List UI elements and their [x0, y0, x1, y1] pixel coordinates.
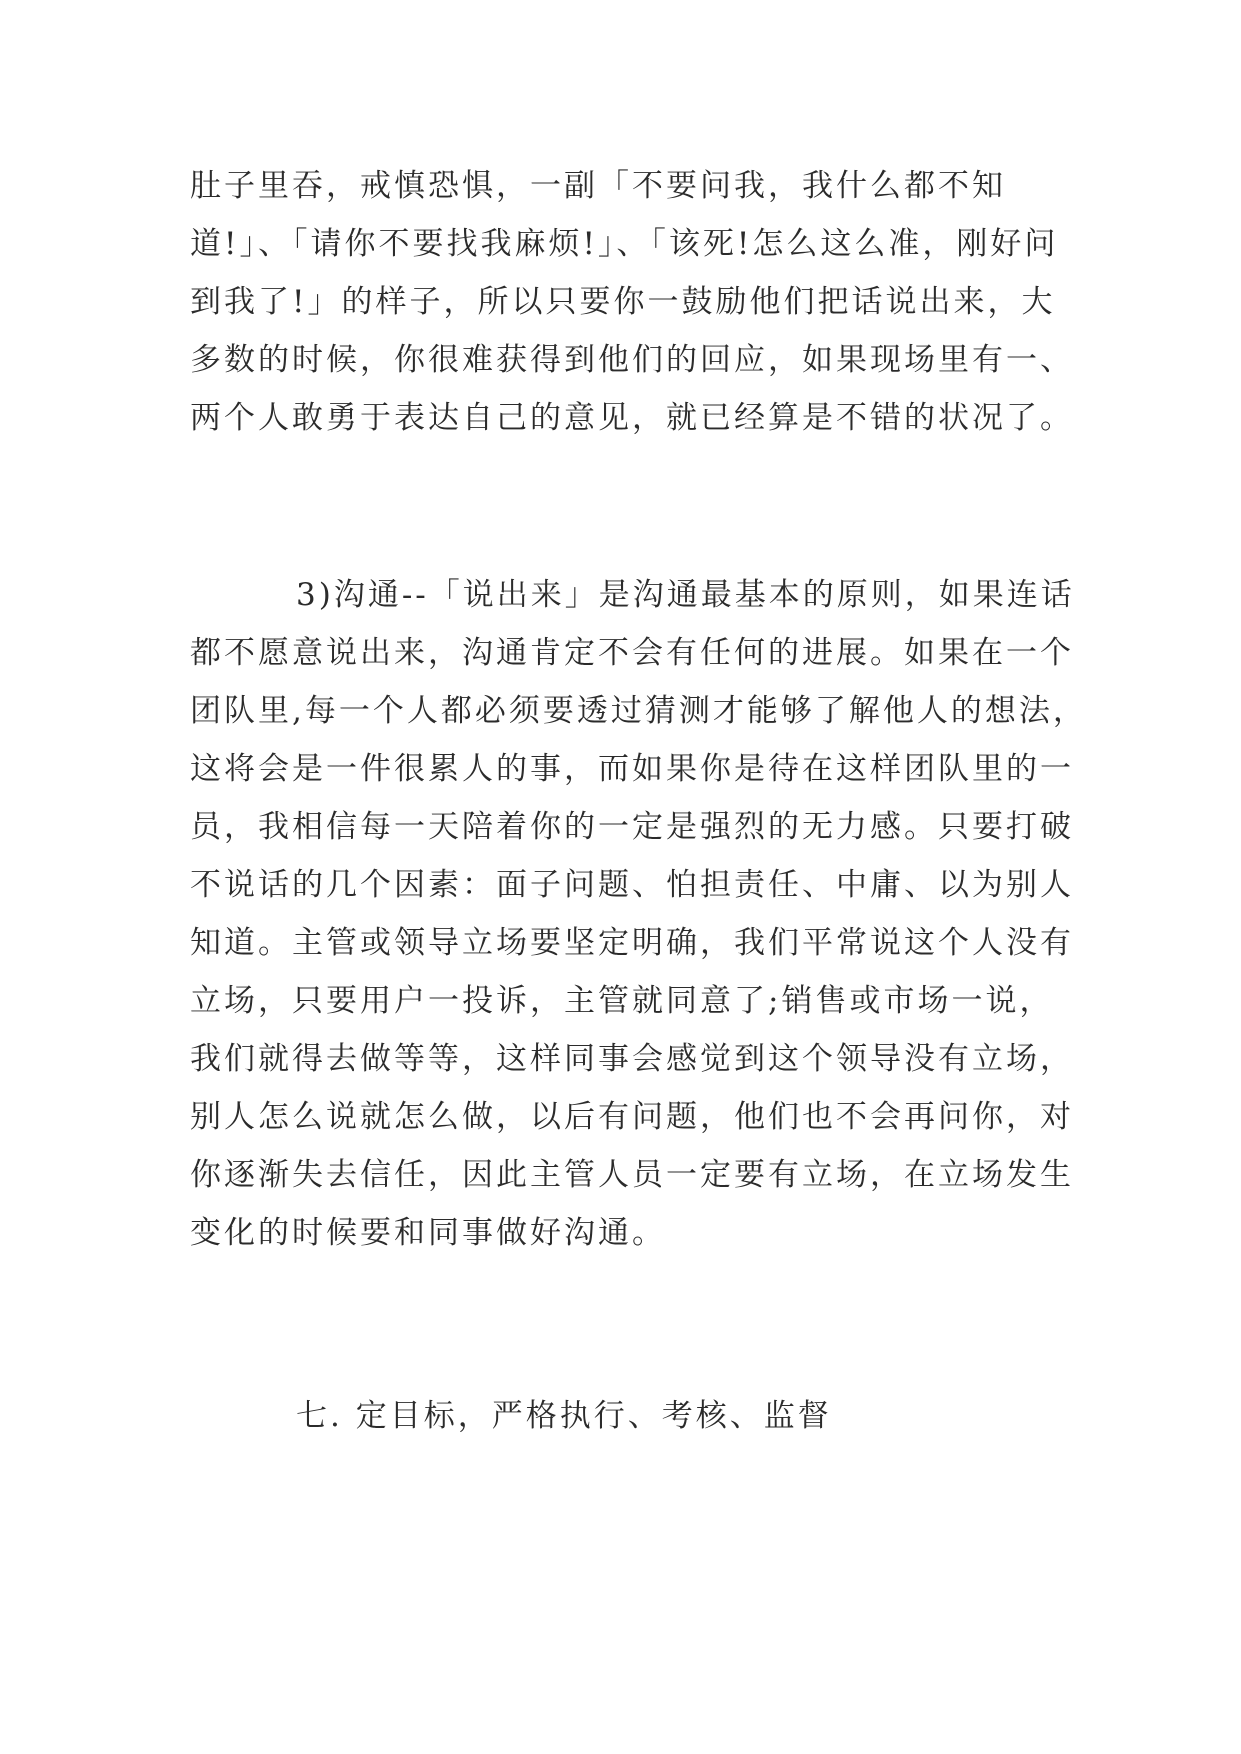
- text-line: 我们就得去做等等，这样同事会感觉到这个领导没有立场，: [190, 1041, 1074, 1077]
- text-line: 多数的时候，你很难获得到他们的回应，如果现场里有一、: [190, 342, 1074, 378]
- text-line: 你逐渐失去信任，因此主管人员一定要有立场，在立场发生: [190, 1157, 1074, 1193]
- text-line: 员，我相信每一天陪着你的一定是强烈的无力感。只要打破: [190, 809, 1074, 845]
- text-line: 肚子里吞，戒慎恐惧，一副「不要问我，我什么都不知: [190, 168, 1006, 204]
- text-line: 道!」、「请你不要找我麻烦!」、「该死!怎么这么准，刚好问: [190, 226, 1059, 262]
- text-line: 不说话的几个因素：面子问题、怕担责任、中庸、以为别人: [190, 867, 1074, 903]
- section-heading-text: 七. 定目标，严格执行、考核、监督: [296, 1398, 832, 1434]
- text-line: 变化的时候要和同事做好沟通。: [190, 1215, 666, 1251]
- text-line: 3)沟通--「说出来」是沟通最基本的原则，如果连话: [296, 577, 1075, 613]
- paragraph-communication: [190, 566, 1087, 1262]
- text-line: 知道。主管或领导立场要坚定明确，我们平常说这个人没有: [190, 925, 1074, 961]
- text-line: 这将会是一件很累人的事，而如果你是待在这样团队里的一: [190, 751, 1074, 787]
- text-line: 立场，只要用户一投诉，主管就同意了;销售或市场一说，: [190, 983, 1054, 1019]
- section-heading: [190, 1387, 1070, 1445]
- text-line: 别人怎么说就怎么做，以后有问题，他们也不会再问你，对: [190, 1099, 1074, 1135]
- text-line: 团队里,每一个人都必须要透过猜测才能够了解他人的想法，: [190, 693, 1087, 729]
- paragraph-continuation: [190, 157, 1074, 447]
- text-line: 都不愿意说出来，沟通肯定不会有任何的进展。如果在一个: [190, 635, 1074, 671]
- text-line: 两个人敢勇于表达自己的意见，就已经算是不错的状况了。: [190, 400, 1074, 436]
- text-line: 到我了!」的样子，所以只要你一鼓励他们把话说出来，大: [190, 284, 1056, 320]
